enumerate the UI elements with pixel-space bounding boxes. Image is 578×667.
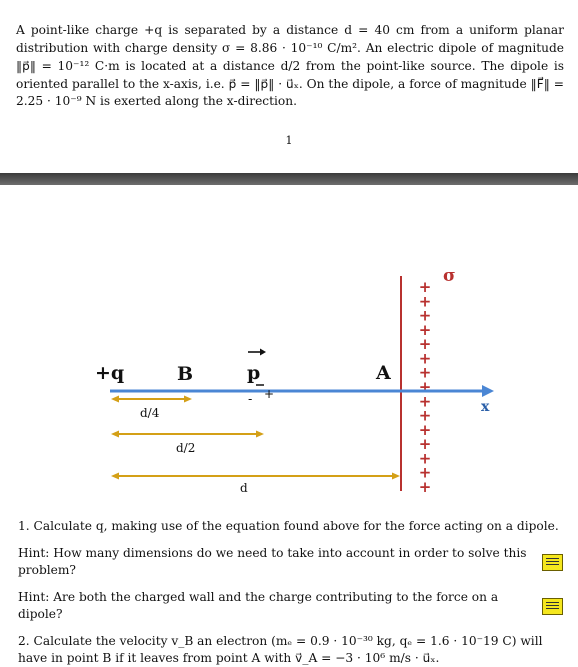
page-number: 1 bbox=[285, 134, 293, 147]
dimension-full-arrow-right bbox=[392, 473, 400, 480]
wall-charge-sign: + bbox=[418, 420, 432, 439]
page-divider bbox=[0, 173, 578, 185]
wall-charge-sign: + bbox=[418, 278, 432, 296]
wall-charge-sign: + bbox=[418, 363, 432, 382]
dimension-half-arrow-right bbox=[256, 431, 264, 438]
question-2: 2. Calculate the velocity v_B an electron (mₑ = 0.9 · 10⁻³⁰ kg, qₑ = 1.6 · 10⁻19 C) will have in point B if it leaves from point A with v⃗_A = −3 · 10⁶ m/s · u⃗ₓ. bbox=[18, 634, 543, 665]
x-axis-arrowhead bbox=[482, 385, 494, 397]
dipole-label: p bbox=[247, 362, 261, 384]
wall-charge-sign: + bbox=[418, 392, 432, 411]
dimension-half-label: d/2 bbox=[176, 441, 196, 455]
wall-charge-sign: + bbox=[418, 435, 432, 454]
wall-charge-sign: + bbox=[418, 306, 432, 325]
wall-charge-sign: + bbox=[418, 463, 432, 482]
wall-charge-sign: + bbox=[418, 292, 432, 311]
hint-1-row bbox=[18, 545, 563, 579]
problem-statement: A point-like charge +q is separated by a distance d = 40 cm from a uniform planar distribution with charge density σ = 8.86 · 10⁻¹⁰ C/m². An electric dipole of magnitude ‖p⃗‖ = 10⁻¹² C·m is located at a distance d/2 from the point-like source. The dipole is oriented parallel to the x-axis, i.e. p⃗ = ‖p⃗‖ · u⃗ₓ. On the dipole, a force of magnitude ‖F⃗‖ = 2.25 · 10⁻⁹ N is exerted along the x-direction. bbox=[16, 23, 564, 109]
physics-diagram bbox=[0, 186, 578, 516]
note-icon[interactable] bbox=[542, 554, 563, 571]
wall-charge-sign: + bbox=[418, 406, 432, 425]
wall-charge-sign: + bbox=[418, 449, 432, 468]
dipole-positive-end: + bbox=[264, 387, 275, 401]
hint-1: Hint: How many dimensions do we need to take into account in order to solve this problem? bbox=[18, 546, 527, 577]
x-axis-label: x bbox=[481, 399, 490, 415]
dimension-full-arrow-left bbox=[111, 473, 119, 480]
hint-2: Hint: Are both the charged wall and the charge contributing to the force on a dipole? bbox=[18, 590, 499, 621]
dimension-half-arrow-left bbox=[111, 431, 119, 438]
question-1: 1. Calculate q, making use of the equation found above for the force acting on a dipole. bbox=[18, 519, 559, 533]
wall-charge-sign: + bbox=[418, 349, 432, 368]
wall-charge-sign: + bbox=[418, 320, 432, 339]
dimension-full-label: d bbox=[240, 481, 248, 495]
dimension-quarter-arrow-right bbox=[184, 396, 192, 403]
dipole-vector-arrowhead bbox=[260, 349, 266, 356]
diagram-canvas bbox=[0, 186, 578, 516]
wall-charges bbox=[419, 278, 432, 496]
wall-charge-sign: + bbox=[418, 378, 432, 396]
hint-2-row bbox=[18, 589, 563, 623]
note-icon[interactable] bbox=[542, 598, 563, 615]
sigma-label: σ bbox=[443, 266, 456, 286]
point-a-label: A bbox=[376, 362, 391, 384]
page-top bbox=[0, 0, 578, 172]
dimension-quarter-label: d/4 bbox=[140, 406, 160, 420]
point-charge-label: +q bbox=[95, 362, 125, 384]
questions-section bbox=[18, 518, 563, 667]
dipole-negative-end: - bbox=[248, 392, 253, 406]
wall-charge-sign: + bbox=[418, 478, 432, 496]
point-b-label: B bbox=[177, 363, 194, 385]
wall-charge-sign: + bbox=[418, 335, 432, 354]
dimension-quarter-arrow-left bbox=[111, 396, 119, 403]
